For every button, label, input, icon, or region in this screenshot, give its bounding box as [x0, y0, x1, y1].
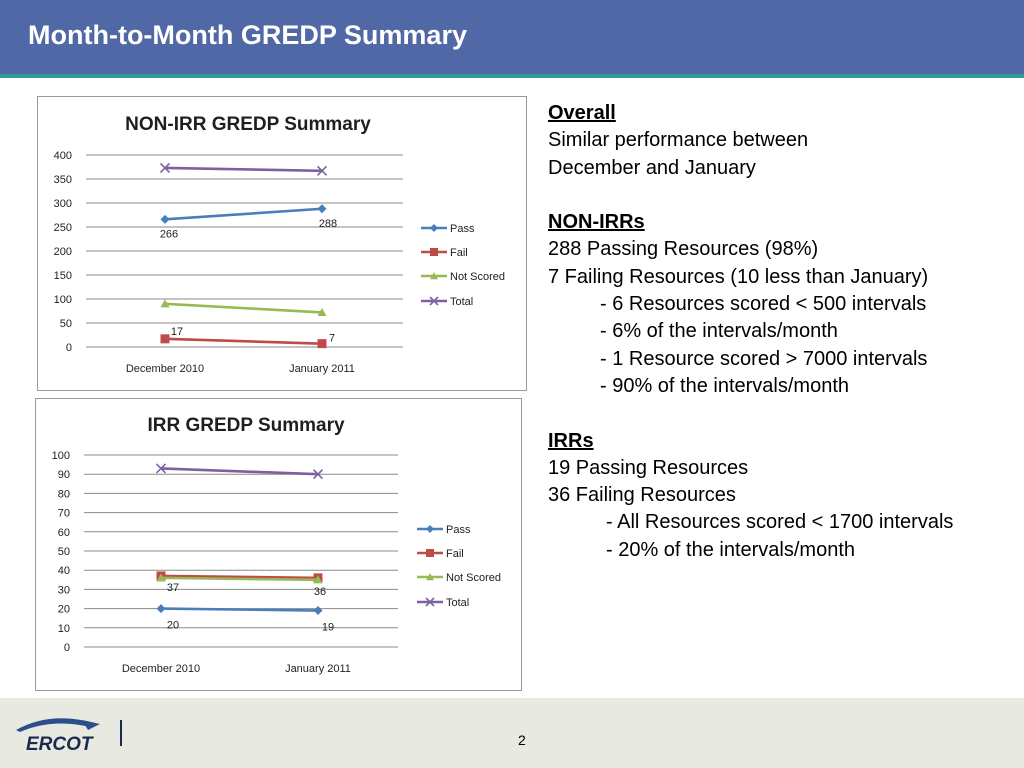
nonirr-subline: - 90% of the intervals/month — [600, 374, 850, 397]
y-tick-label: 20 — [57, 603, 70, 616]
data-point-marker — [161, 334, 170, 343]
logo-divider — [120, 720, 122, 746]
legend-label: Not Scored — [450, 271, 506, 283]
y-tick-label: 70 — [57, 507, 70, 520]
logo-text: ERCOT — [26, 734, 93, 755]
y-tick-label: 0 — [63, 642, 70, 654]
nonirr-line: 288 Passing Resources (98%) — [548, 238, 819, 261]
nonirr-subline: - 6% of the intervals/month — [600, 320, 838, 343]
y-tick-label: 350 — [53, 174, 72, 186]
data-label: 19 — [321, 621, 335, 634]
nonirr-subline: - 1 Resource scored > 7000 intervals — [600, 347, 928, 370]
y-tick-label: 250 — [53, 222, 72, 234]
legend-marker — [430, 224, 438, 232]
legend-marker — [426, 549, 434, 557]
y-tick-label: 100 — [53, 294, 72, 306]
y-tick-label: 90 — [57, 469, 70, 482]
y-tick-label: 50 — [59, 318, 72, 330]
y-tick-label: 10 — [57, 622, 70, 635]
slide-title: Month-to-Month GREDP Summary — [28, 20, 467, 50]
legend-marker — [430, 248, 438, 256]
chart-title: IRR GREDP Summary — [147, 415, 345, 436]
irr-line: 36 Failing Resources — [548, 484, 736, 507]
overall-line: December and January — [548, 156, 756, 179]
legend-label: Fail — [446, 548, 464, 560]
irr-subline: - All Resources scored < 1700 intervals — [606, 511, 954, 534]
series-line-pass — [165, 209, 322, 220]
non-irr-chart-svg — [38, 97, 526, 390]
summary-text-panel — [548, 100, 1018, 564]
data-label: 17 — [170, 325, 184, 338]
series-line-total — [165, 168, 322, 171]
irr-chart — [35, 398, 522, 691]
data-point-marker — [314, 606, 323, 615]
data-point-marker — [157, 604, 166, 613]
y-tick-label: 30 — [57, 584, 70, 597]
non-irr-chart — [37, 96, 527, 391]
y-tick-label: 200 — [53, 246, 72, 258]
legend-label: Pass — [450, 223, 475, 235]
data-label: 20 — [166, 619, 180, 632]
y-tick-label: 300 — [53, 198, 72, 210]
legend-label: Pass — [446, 524, 471, 536]
data-label: 36 — [313, 585, 327, 598]
y-tick-label: 150 — [53, 270, 72, 282]
irr-heading: IRRs — [548, 429, 594, 452]
overall-line: Similar performance between — [548, 129, 809, 152]
data-point-marker — [318, 204, 327, 213]
legend-label: Total — [450, 296, 474, 308]
ercot-logo — [12, 708, 122, 756]
data-label: 288 — [318, 217, 338, 230]
data-point-marker — [161, 215, 170, 224]
nonirr-heading: NON-IRRs — [548, 211, 645, 234]
y-tick-label: 40 — [57, 565, 70, 578]
irr-chart-svg — [36, 399, 521, 690]
title-bar — [0, 0, 1024, 74]
y-tick-label: 400 — [53, 150, 72, 162]
legend-label: Total — [446, 597, 470, 609]
series-line-fail — [165, 339, 322, 344]
legend-label: Not Scored — [446, 572, 502, 584]
irr-subline: - 20% of the intervals/month — [606, 538, 856, 561]
legend-label: Fail — [450, 247, 468, 259]
nonirr-subline: - 6 Resources scored < 500 intervals — [600, 293, 927, 316]
y-tick-label: 0 — [65, 342, 72, 354]
series-line-total — [161, 468, 318, 474]
chart-title: NON-IRR GREDP Summary — [125, 114, 371, 135]
x-category-label: December 2010 — [121, 663, 201, 675]
y-tick-label: 80 — [57, 488, 70, 501]
nonirr-line: 7 Failing Resources (10 less than January) — [548, 265, 929, 288]
x-category-label: January 2011 — [285, 663, 351, 675]
footer — [0, 698, 1024, 768]
data-label: 7 — [328, 332, 336, 345]
title-accent-line — [0, 74, 1024, 78]
x-category-label: December 2010 — [125, 363, 205, 375]
data-label: 37 — [166, 581, 180, 594]
overall-heading: Overall — [548, 102, 616, 124]
y-tick-label: 60 — [57, 526, 70, 539]
data-label: 266 — [159, 228, 179, 241]
x-category-label: January 2011 — [289, 363, 355, 375]
y-tick-label: 100 — [51, 450, 70, 462]
legend-marker — [426, 525, 434, 533]
page-number: 2 — [518, 732, 526, 748]
y-tick-label: 50 — [57, 546, 70, 558]
irr-line: 19 Passing Resources — [548, 456, 749, 479]
data-point-marker — [318, 339, 327, 348]
series-line-not-scored — [165, 304, 322, 313]
